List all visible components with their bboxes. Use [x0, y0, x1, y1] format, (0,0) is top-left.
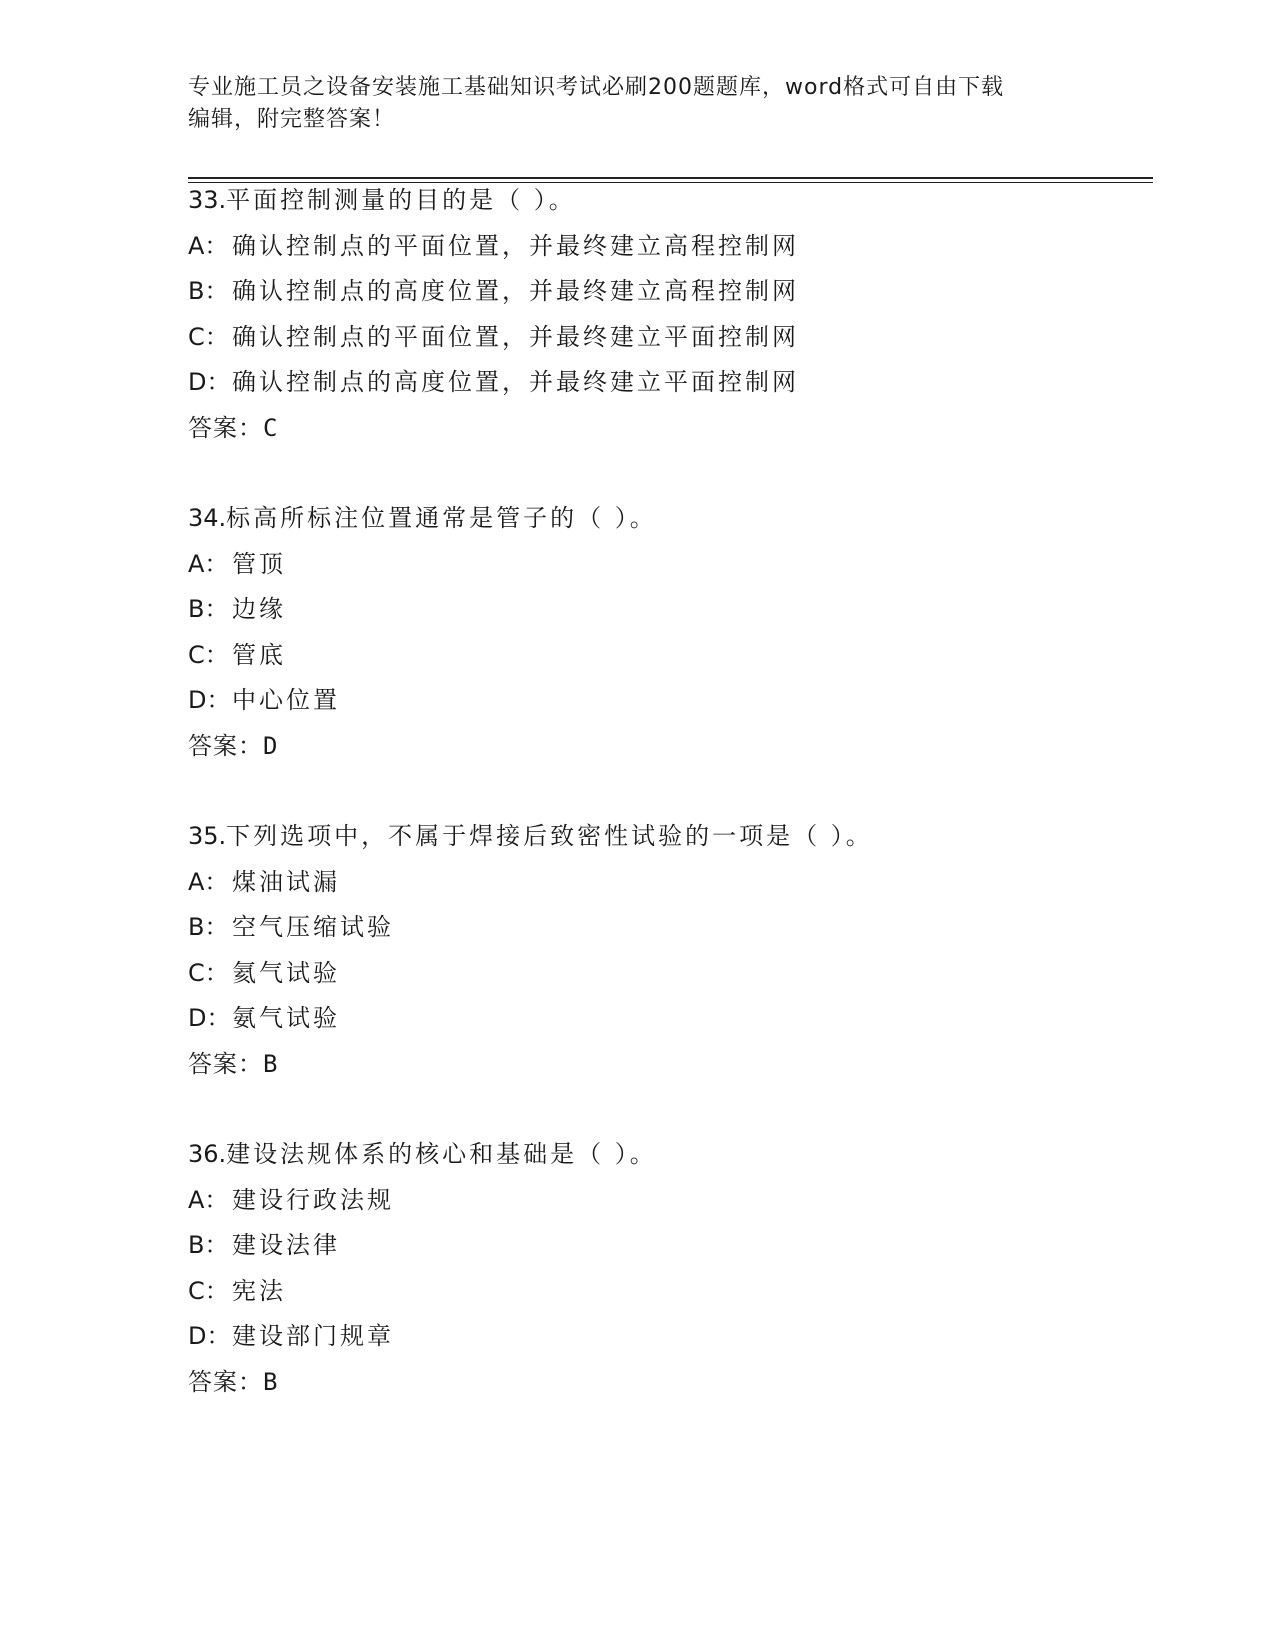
option-text: 中心位置 — [232, 686, 340, 715]
option-c — [188, 633, 1138, 679]
question-number: 35. — [188, 822, 227, 850]
option-text: 建设部门规章 — [232, 1322, 394, 1351]
option-d — [188, 678, 1138, 724]
answer-value: B — [263, 1049, 279, 1078]
answer-line — [188, 1042, 1138, 1088]
question-block-33 — [188, 178, 1138, 452]
option-d — [188, 360, 1138, 406]
answer-value: B — [263, 1367, 279, 1396]
question-text: 标高所标注位置通常是管子的（ ）。 — [226, 504, 657, 532]
option-d — [188, 1314, 1138, 1360]
option-text: 确认控制点的高度位置，并最终建立高程控制网 — [232, 277, 799, 306]
question-stem — [188, 178, 1138, 224]
option-letter: A： — [188, 549, 229, 578]
option-text: 管顶 — [232, 549, 286, 578]
option-letter: B： — [188, 595, 229, 624]
option-text: 氦气试验 — [232, 958, 340, 987]
option-a — [188, 860, 1138, 906]
option-letter: B： — [188, 277, 229, 306]
option-letter: D： — [188, 1004, 231, 1033]
option-b — [188, 1223, 1138, 1269]
question-text: 建设法规体系的核心和基础是（ ）。 — [226, 1140, 657, 1168]
question-number: 36. — [188, 1140, 227, 1168]
answer-line — [188, 406, 1138, 452]
option-letter: C： — [188, 1276, 229, 1305]
option-letter: D： — [188, 1322, 231, 1351]
option-text: 煤油试漏 — [232, 867, 340, 896]
question-number: 34. — [188, 504, 227, 532]
option-text: 氨气试验 — [232, 1004, 340, 1033]
option-text: 确认控制点的平面位置，并最终建立平面控制网 — [232, 322, 799, 351]
option-c — [188, 951, 1138, 997]
question-block-34 — [188, 496, 1138, 770]
option-letter: B： — [188, 913, 229, 942]
answer-line — [188, 724, 1138, 770]
question-stem — [188, 814, 1138, 860]
option-c — [188, 315, 1138, 361]
option-letter: C： — [188, 958, 229, 987]
option-text: 边缘 — [232, 595, 286, 624]
header-line-1: 专业施工员之设备安装施工基础知识考试必刷200题题库，word格式可自由下载 — [188, 75, 1005, 100]
option-letter: A： — [188, 867, 229, 896]
answer-value: C — [263, 413, 279, 442]
answer-label: 答案： — [188, 731, 263, 760]
option-a — [188, 542, 1138, 588]
question-block-36 — [188, 1132, 1138, 1406]
answer-value: D — [263, 731, 279, 760]
option-c — [188, 1269, 1138, 1315]
option-text: 建设行政法规 — [232, 1185, 394, 1214]
option-b — [188, 587, 1138, 633]
option-text: 确认控制点的高度位置，并最终建立平面控制网 — [232, 368, 799, 397]
option-text: 管底 — [232, 640, 286, 669]
option-text: 确认控制点的平面位置，并最终建立高程控制网 — [232, 231, 799, 260]
option-b — [188, 269, 1138, 315]
question-stem — [188, 496, 1138, 542]
question-number: 33. — [188, 186, 227, 214]
option-text: 空气压缩试验 — [232, 913, 394, 942]
option-letter: D： — [188, 686, 231, 715]
answer-label: 答案： — [188, 1367, 263, 1396]
option-letter: A： — [188, 1185, 229, 1214]
option-letter: B： — [188, 1231, 229, 1260]
option-text: 宪法 — [232, 1276, 286, 1305]
question-stem — [188, 1132, 1138, 1178]
question-block-35 — [188, 814, 1138, 1088]
option-letter: C： — [188, 640, 229, 669]
option-text: 建设法律 — [232, 1231, 340, 1260]
header-line-2: 编辑，附完整答案！ — [188, 107, 396, 132]
answer-label: 答案： — [188, 413, 263, 442]
option-letter: D： — [188, 368, 231, 397]
option-a — [188, 1178, 1138, 1224]
answer-line — [188, 1360, 1138, 1406]
option-letter: C： — [188, 322, 229, 351]
option-d — [188, 996, 1138, 1042]
document-header — [188, 72, 1088, 136]
option-b — [188, 905, 1138, 951]
option-letter: A： — [188, 231, 229, 260]
question-text: 平面控制测量的目的是（ ）。 — [226, 186, 576, 214]
question-text: 下列选项中，不属于焊接后致密性试验的一项是（ ）。 — [226, 822, 873, 850]
answer-label: 答案： — [188, 1049, 263, 1078]
option-a — [188, 224, 1138, 270]
